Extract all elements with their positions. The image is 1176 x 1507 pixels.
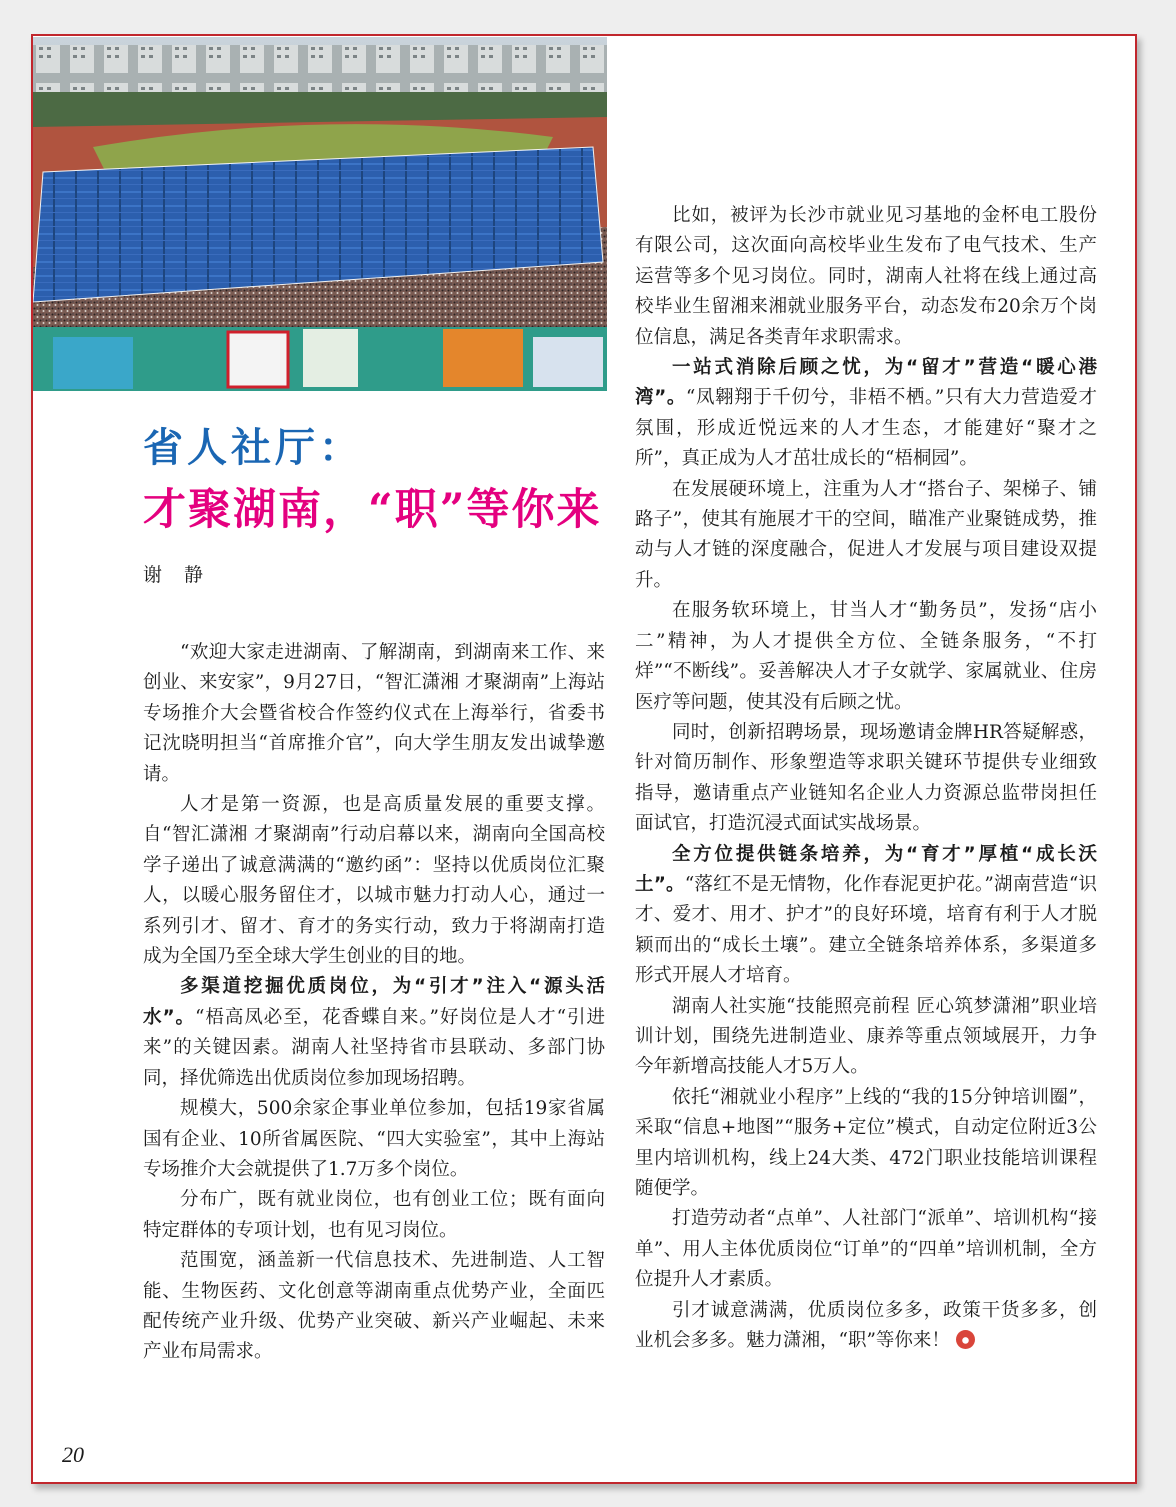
section-heading: 一站式消除后顾之忧，为“留才”营造“暖心港湾”。	[635, 357, 1097, 409]
end-mark-icon	[956, 1330, 975, 1349]
title-line-2: 才聚湖南，“职”等你来	[143, 485, 602, 535]
paragraph: 人才是第一资源，也是高质量发展的重要支撑。自“智汇潇湘 才聚湖南”行动启幕以来，湖南向全国高校学子递出了诚意满满的“邀约函”：坚持以优质岗位汇聚人，以暖心服务留住才，以城市魅力打动人心，通过一系列引才、留才、育才的务实行动，致力于将湖南打造成为全国乃至全球大学生创业的目的地。	[143, 794, 605, 968]
paragraph: 在发展硬环境上，注重为人才“搭台子、架梯子、铺路子”，使其有施展才干的空间，瞄准产业聚链成势，推动与人才链的深度融合，促进人才发展与项目建设双提升。	[635, 478, 1097, 591]
paragraph-text: “凤翱翔于千仞兮，非梧不栖。”只有大力营造爱才氛围，形成近悦远来的人才生态，才能建好“聚才之所”，真正成为人才茁壮成长的“梧桐园”。	[635, 387, 1097, 470]
section-heading: 多渠道挖掘优质岗位，为“引才”注入“源头活水”。	[143, 976, 605, 1028]
closing-text: 引才诚意满满，优质岗位多多，政策干货多多，创业机会多多。魅力潇湘，“职”等你来！	[635, 1299, 1097, 1352]
paragraph	[143, 972, 605, 1094]
right-column	[635, 201, 1097, 1356]
title-line-1: 省人社厅：	[143, 425, 363, 471]
paragraph: 在服务软环境上，甘当人才“勤务员”，发扬“店小二”精神，为人才提供全方位、全链条服务，“不打烊”“不断线”。妥善解决人才子女就学、家属就业、住房医疗等问题，使其没有后顾之忧。	[635, 600, 1097, 713]
paragraph	[635, 1296, 1097, 1357]
paragraph: 分布广，既有就业岗位，也有创业工位；既有面向特定群体的专项计划，也有见习岗位。	[143, 1189, 605, 1241]
paragraph: “欢迎大家走进湖南、了解湖南，到湖南来工作、来创业、来安家”，9月27日，“智汇潇湘 才聚湖南”上海站专场推介大会暨省校合作签约仪式在上海举行，省委书记沈晓明担当“首席推介官”，向大学生朋友发出诚挚邀请。	[143, 642, 605, 785]
paragraph: 依托“湘就业小程序”上线的“我的15分钟培训圈”，采取“信息+地图”“服务+定位”模式，自动定位附近3公里内培训机构，线上24大类、472门职业技能培训课程随便学。	[635, 1086, 1097, 1199]
page-number: 20	[62, 1442, 84, 1467]
paragraph-text: “梧高凤必至，花香蝶自来。”好岗位是人才“引进来”的关键因素。湖南人社坚持省市县联动、多部门协同，择优筛选出优质岗位参加现场招聘。	[143, 1006, 605, 1089]
left-column	[143, 638, 605, 1368]
paragraph	[635, 353, 1097, 475]
paragraph: 范围宽，涵盖新一代信息技术、先进制造、人工智能、生物医药、文化创意等湖南重点优势产业，全面匹配传统产业升级、优势产业突破、新兴产业崛起、未来产业布局需求。	[143, 1250, 605, 1363]
job-fair-aerial-photo	[33, 37, 607, 391]
paragraph: 比如，被评为长沙市就业见习基地的金杯电工股份有限公司，这次面向高校毕业生发布了电气技术、生产运营等多个见习岗位。同时，湖南人社将在线上通过高校毕业生留湘来湘就业服务平台，动态发布20余万个岗位信息，满足各类青年求职需求。	[635, 205, 1097, 348]
paragraph: 规模大，500余家企事业单位参加，包括19家省属国有企业、10所省属医院、“四大实验室”，其中上海站专场推介大会就提供了1.7万多个岗位。	[143, 1098, 605, 1180]
paragraph: 打造劳动者“点单”、人社部门“派单”、培训机构“接单”、用人主体优质岗位“订单”的“四单”培训机制，全方位提升人才素质。	[635, 1208, 1097, 1291]
paragraph	[635, 840, 1097, 992]
author-name: 谢静	[143, 564, 226, 586]
paragraph-text: “落红不是无情物，化作春泥更护花。”湖南营造“识才、爱才、用才、护才”的良好环境，培育有利于人才脱颖而出的“成长土壤”。建立全链条培养体系，多渠道多形式开展人才培育。	[635, 873, 1097, 987]
paragraph: 湖南人社实施“技能照亮前程 匠心筑梦潇湘”职业培训计划，围绕先进制造业、康养等重点领域展开，力争今年新增高技能人才5万人。	[635, 995, 1097, 1078]
section-heading: 全方位提供链条培养，为“育才”厚植“成长沃土”。	[635, 843, 1097, 895]
paragraph: 同时，创新招聘场景，现场邀请金牌HR答疑解惑，针对简历制作、形象塑造等求职关键环节提供专业细致指导，邀请重点产业链知名企业人力资源总监带岗担任面试官，打造沉浸式面试实战场景。	[635, 721, 1097, 835]
